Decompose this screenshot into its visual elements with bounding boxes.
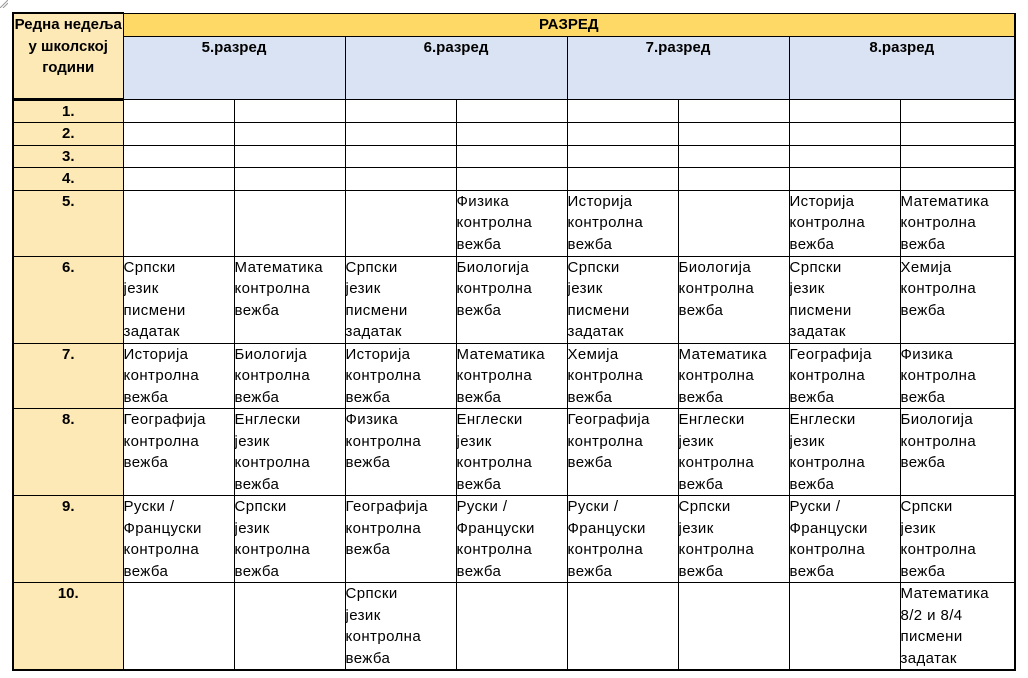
table-cell: Енглески језик контролна вежба — [678, 409, 789, 496]
table-cell — [678, 145, 789, 168]
table-cell — [567, 123, 678, 146]
table-cell — [234, 168, 345, 191]
table-cell — [678, 190, 789, 256]
week-number: 9. — [13, 496, 123, 583]
table-row — [13, 343, 1015, 409]
table-cell: Математика контролна вежба — [900, 190, 1015, 256]
table-cell: Географија контролна вежба — [567, 409, 678, 496]
table-cell: Физика контролна вежба — [456, 190, 567, 256]
table-row — [13, 168, 1015, 191]
table-cell: Енглески језик контролна вежба — [456, 409, 567, 496]
table-row — [13, 99, 1015, 123]
table-cell — [789, 145, 900, 168]
table-row — [13, 496, 1015, 583]
table-cell: Руски / Француски контролна вежба — [123, 496, 234, 583]
table-cell — [789, 583, 900, 671]
grade-header-8: 8.разред — [789, 36, 1015, 99]
header-row-grades — [13, 36, 1015, 99]
table-cell — [789, 123, 900, 146]
week-number: 6. — [13, 256, 123, 343]
week-number: 8. — [13, 409, 123, 496]
table-cell — [345, 168, 456, 191]
table-row — [13, 145, 1015, 168]
table-row — [13, 190, 1015, 256]
table-cell — [345, 190, 456, 256]
table-cell: Српски језик писмени задатак — [567, 256, 678, 343]
week-column-header — [13, 13, 123, 99]
table-cell — [456, 99, 567, 123]
table-cell — [567, 145, 678, 168]
table-cell: Српски језик писмени задатак — [345, 256, 456, 343]
table-cell: Хемија контролна вежба — [567, 343, 678, 409]
table-cell — [123, 583, 234, 671]
table-cell — [900, 123, 1015, 146]
table-cell — [123, 123, 234, 146]
table-cell — [123, 190, 234, 256]
table-cell: Српски језик контролна вежба — [900, 496, 1015, 583]
table-cell: Енглески језик контролна вежба — [789, 409, 900, 496]
table-cell — [234, 190, 345, 256]
table-cell: Руски / Француски контролна вежба — [567, 496, 678, 583]
table-row — [13, 256, 1015, 343]
table-cell — [456, 145, 567, 168]
table-cell: Историја контролна вежба — [567, 190, 678, 256]
table-cell: Енглески језик контролна вежба — [234, 409, 345, 496]
table-cell: Историја контролна вежба — [123, 343, 234, 409]
table-cell: Хемија контролна вежба — [900, 256, 1015, 343]
table-cell — [456, 123, 567, 146]
header-row-top — [13, 13, 1015, 36]
table-row — [13, 123, 1015, 146]
table-cell — [345, 145, 456, 168]
table-cell — [678, 123, 789, 146]
corner-resize-icon — [0, 0, 8, 8]
table-cell — [234, 123, 345, 146]
week-column-header-text: Редна недеља у школској години — [14, 16, 122, 76]
table-row — [13, 583, 1015, 671]
table-cell: Математика контролна вежба — [678, 343, 789, 409]
table-cell: Физика контролна вежба — [900, 343, 1015, 409]
table-cell: Руски / Француски контролна вежба — [789, 496, 900, 583]
table-cell: Историја контролна вежба — [345, 343, 456, 409]
table-cell — [345, 123, 456, 146]
table-cell — [345, 99, 456, 123]
week-number: 5. — [13, 190, 123, 256]
table-cell — [123, 168, 234, 191]
table-cell: Руски / Француски контролна вежба — [456, 496, 567, 583]
table-cell: Биологија контролна вежба — [678, 256, 789, 343]
table-cell: Физика контролна вежба — [345, 409, 456, 496]
table-cell: Математика контролна вежба — [456, 343, 567, 409]
table-cell — [900, 145, 1015, 168]
table-cell — [234, 99, 345, 123]
table-cell — [900, 168, 1015, 191]
table-cell — [567, 583, 678, 671]
table-cell — [900, 99, 1015, 123]
grade-header-6: 6.разред — [345, 36, 567, 99]
table-cell: Српски језик писмени задатак — [123, 256, 234, 343]
table-cell — [678, 583, 789, 671]
table-cell: Математика 8/2 и 8/4 писмени задатак — [900, 583, 1015, 671]
week-number: 3. — [13, 145, 123, 168]
table-cell — [678, 99, 789, 123]
table-cell — [456, 583, 567, 671]
table-cell: Географија контролна вежба — [345, 496, 456, 583]
table-cell — [123, 145, 234, 168]
table-cell: Географија контролна вежба — [123, 409, 234, 496]
table-cell — [123, 99, 234, 123]
table-cell — [567, 168, 678, 191]
table-cell — [789, 99, 900, 123]
table-cell — [234, 145, 345, 168]
table-cell — [234, 583, 345, 671]
table-cell: Математика контролна вежба — [234, 256, 345, 343]
table-cell: Биологија контролна вежба — [900, 409, 1015, 496]
table-row — [13, 409, 1015, 496]
week-number: 7. — [13, 343, 123, 409]
week-number: 2. — [13, 123, 123, 146]
table-cell: Биологија контролна вежба — [456, 256, 567, 343]
table-cell — [678, 168, 789, 191]
table-cell: Географија контролна вежба — [789, 343, 900, 409]
table-cell: Биологија контролна вежба — [234, 343, 345, 409]
table-cell: Српски језик контролна вежба — [234, 496, 345, 583]
week-number: 4. — [13, 168, 123, 191]
schedule-table — [12, 12, 1016, 671]
table-cell — [789, 168, 900, 191]
week-number: 10. — [13, 583, 123, 671]
grade-header-5: 5.разред — [123, 36, 345, 99]
table-cell — [567, 99, 678, 123]
week-number: 1. — [13, 99, 123, 123]
table-cell: Историја контролна вежба — [789, 190, 900, 256]
table-cell: Српски језик писмени задатак — [789, 256, 900, 343]
table-cell: Српски језик контролна вежба — [345, 583, 456, 671]
table-cell: Српски језик контролна вежба — [678, 496, 789, 583]
grade-header-7: 7.разред — [567, 36, 789, 99]
table-cell — [456, 168, 567, 191]
razred-header: РАЗРЕД — [123, 13, 1015, 36]
